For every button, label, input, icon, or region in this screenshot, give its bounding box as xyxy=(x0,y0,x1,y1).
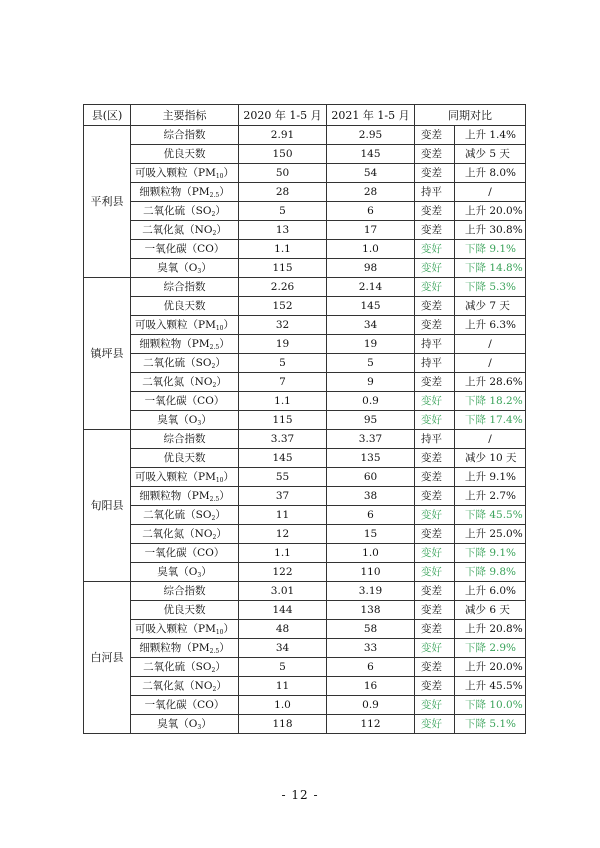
value-2021: 2.14 xyxy=(327,278,415,297)
indicator-name xyxy=(131,411,239,430)
indicator-name xyxy=(131,240,239,259)
trend-status: 变差 xyxy=(415,373,455,392)
table-row xyxy=(84,639,526,658)
value-2021: 60 xyxy=(327,468,415,487)
value-2020: 152 xyxy=(239,297,327,316)
value-2020: 13 xyxy=(239,221,327,240)
header-county: 县(区) xyxy=(84,105,131,126)
trend-status: 变差 xyxy=(415,297,455,316)
indicator-name xyxy=(131,620,239,639)
indicator-label: 二氧化硫（SO xyxy=(143,356,212,369)
value-2021: 34 xyxy=(327,316,415,335)
value-2020: 19 xyxy=(239,335,327,354)
trend-status: 变差 xyxy=(415,202,455,221)
trend-change: 上升 6.3% xyxy=(455,316,526,335)
indicator-subscript: 3 xyxy=(197,267,202,275)
trend-status: 变差 xyxy=(415,601,455,620)
value-2021: 112 xyxy=(327,715,415,734)
indicator-label: 二氧化氮（NO xyxy=(142,527,213,540)
trend-status: 变好 xyxy=(415,278,455,297)
indicator-subscript: 2.5 xyxy=(209,495,220,503)
value-2021: 98 xyxy=(327,259,415,278)
indicator-label: 二氧化硫（SO xyxy=(143,204,212,217)
indicator-name xyxy=(131,354,239,373)
value-2020: 37 xyxy=(239,487,327,506)
trend-change: 上升 45.5% xyxy=(455,677,526,696)
table-row xyxy=(84,259,526,278)
indicator-subscript: 2.5 xyxy=(209,343,220,351)
table-row xyxy=(84,164,526,183)
indicator-name xyxy=(131,582,239,601)
indicator-name xyxy=(131,183,239,202)
indicator-name xyxy=(131,506,239,525)
indicator-label-end: ） xyxy=(223,166,234,179)
indicator-subscript: 2 xyxy=(211,362,216,370)
trend-status: 变好 xyxy=(415,696,455,715)
indicator-label: 可吸入颗粒（PM xyxy=(135,166,216,179)
value-2020: 32 xyxy=(239,316,327,335)
trend-change: 减少 10 天 xyxy=(455,449,526,468)
trend-change: 上升 8.0% xyxy=(455,164,526,183)
value-2021: 110 xyxy=(327,563,415,582)
indicator-label-end: ） xyxy=(219,337,230,350)
indicator-label: 臭氧（O xyxy=(157,717,198,730)
header-indicator: 主要指标 xyxy=(131,105,239,126)
value-2020: 34 xyxy=(239,639,327,658)
value-2020: 115 xyxy=(239,259,327,278)
air-quality-comparison-table xyxy=(83,104,526,734)
header-2020: 2020 年 1-5 月 xyxy=(239,105,327,126)
trend-status: 变差 xyxy=(415,582,455,601)
indicator-label: 细颗粒物（PM xyxy=(139,641,210,654)
value-2021: 6 xyxy=(327,658,415,677)
indicator-name xyxy=(131,430,239,449)
indicator-label: 优良天数 xyxy=(163,147,206,160)
trend-change: 减少 5 天 xyxy=(455,145,526,164)
trend-change: 下降 45.5% xyxy=(455,506,526,525)
indicator-label: 一氧化碳（CO） xyxy=(144,546,225,559)
value-2021: 19 xyxy=(327,335,415,354)
trend-change: / xyxy=(455,183,526,202)
indicator-name xyxy=(131,544,239,563)
indicator-label: 一氧化碳（CO） xyxy=(144,394,225,407)
indicator-label-end: ） xyxy=(215,660,226,673)
value-2020: 2.91 xyxy=(239,126,327,145)
value-2021: 2.95 xyxy=(327,126,415,145)
value-2021: 135 xyxy=(327,449,415,468)
table-row xyxy=(84,373,526,392)
indicator-label: 优良天数 xyxy=(163,451,206,464)
indicator-subscript: 2 xyxy=(212,381,217,389)
trend-status: 变差 xyxy=(415,525,455,544)
indicator-label: 二氧化氮（NO xyxy=(142,679,213,692)
indicator-label: 二氧化氮（NO xyxy=(142,375,213,388)
indicator-subscript: 3 xyxy=(197,571,202,579)
value-2020: 55 xyxy=(239,468,327,487)
county-name: 镇坪县 xyxy=(84,278,131,430)
indicator-name xyxy=(131,487,239,506)
value-2021: 15 xyxy=(327,525,415,544)
trend-status: 变差 xyxy=(415,449,455,468)
value-2021: 3.19 xyxy=(327,582,415,601)
table-row xyxy=(84,677,526,696)
trend-status: 变好 xyxy=(415,563,455,582)
indicator-name xyxy=(131,468,239,487)
indicator-label-end: ） xyxy=(201,261,212,274)
indicator-label-end: ） xyxy=(216,375,227,388)
table-row xyxy=(84,544,526,563)
value-2020: 1.1 xyxy=(239,240,327,259)
indicator-name xyxy=(131,259,239,278)
value-2021: 1.0 xyxy=(327,544,415,563)
indicator-label: 臭氧（O xyxy=(157,565,198,578)
indicator-label: 优良天数 xyxy=(163,299,206,312)
value-2021: 54 xyxy=(327,164,415,183)
trend-change: / xyxy=(455,335,526,354)
trend-status: 变差 xyxy=(415,620,455,639)
indicator-label: 综合指数 xyxy=(163,584,206,597)
value-2020: 115 xyxy=(239,411,327,430)
value-2021: 6 xyxy=(327,506,415,525)
value-2021: 5 xyxy=(327,354,415,373)
indicator-label: 可吸入颗粒（PM xyxy=(135,622,216,635)
indicator-label: 细颗粒物（PM xyxy=(139,489,210,502)
trend-change: 上升 20.0% xyxy=(455,658,526,677)
indicator-label-end: ） xyxy=(219,489,230,502)
indicator-label: 二氧化硫（SO xyxy=(143,660,212,673)
value-2020: 122 xyxy=(239,563,327,582)
indicator-name xyxy=(131,677,239,696)
indicator-label-end: ） xyxy=(216,223,227,236)
indicator-label: 可吸入颗粒（PM xyxy=(135,318,216,331)
table-row xyxy=(84,487,526,506)
value-2020: 7 xyxy=(239,373,327,392)
trend-status: 变差 xyxy=(415,164,455,183)
value-2021: 9 xyxy=(327,373,415,392)
indicator-label: 细颗粒物（PM xyxy=(139,185,210,198)
indicator-name xyxy=(131,601,239,620)
trend-change: / xyxy=(455,354,526,373)
trend-status: 变好 xyxy=(415,715,455,734)
indicator-label-end: ） xyxy=(215,204,226,217)
value-2020: 150 xyxy=(239,145,327,164)
table-row xyxy=(84,696,526,715)
table-row xyxy=(84,126,526,145)
indicator-name xyxy=(131,563,239,582)
trend-status: 变差 xyxy=(415,487,455,506)
table-row xyxy=(84,468,526,487)
trend-status: 变好 xyxy=(415,392,455,411)
trend-change: 上升 2.7% xyxy=(455,487,526,506)
table-row xyxy=(84,183,526,202)
indicator-subscript: 2 xyxy=(212,533,217,541)
table-row xyxy=(84,392,526,411)
table-row xyxy=(84,202,526,221)
indicator-name xyxy=(131,335,239,354)
indicator-name xyxy=(131,126,239,145)
trend-change: 下降 18.2% xyxy=(455,392,526,411)
value-2020: 3.01 xyxy=(239,582,327,601)
indicator-name xyxy=(131,696,239,715)
indicator-label-end: ） xyxy=(215,356,226,369)
value-2021: 0.9 xyxy=(327,696,415,715)
trend-change: 上升 20.0% xyxy=(455,202,526,221)
trend-change: 上升 20.8% xyxy=(455,620,526,639)
indicator-subscript: 10 xyxy=(215,324,224,332)
table-row xyxy=(84,316,526,335)
indicator-label: 臭氧（O xyxy=(157,413,198,426)
trend-change: 下降 10.0% xyxy=(455,696,526,715)
table-row xyxy=(84,240,526,259)
header-2021: 2021 年 1-5 月 xyxy=(327,105,415,126)
indicator-label-end: ） xyxy=(216,527,227,540)
table-row xyxy=(84,411,526,430)
indicator-name xyxy=(131,392,239,411)
value-2020: 5 xyxy=(239,658,327,677)
table-row xyxy=(84,525,526,544)
value-2021: 28 xyxy=(327,183,415,202)
value-2021: 17 xyxy=(327,221,415,240)
indicator-subscript: 2 xyxy=(212,229,217,237)
value-2020: 1.1 xyxy=(239,392,327,411)
value-2021: 0.9 xyxy=(327,392,415,411)
indicator-label: 细颗粒物（PM xyxy=(139,337,210,350)
indicator-label: 臭氧（O xyxy=(157,261,198,274)
table-row xyxy=(84,278,526,297)
trend-change: 上升 30.8% xyxy=(455,221,526,240)
trend-status: 持平 xyxy=(415,430,455,449)
table-row xyxy=(84,658,526,677)
trend-status: 持平 xyxy=(415,354,455,373)
county-name: 旬阳县 xyxy=(84,430,131,582)
indicator-label-end: ） xyxy=(223,318,234,331)
indicator-name xyxy=(131,145,239,164)
indicator-label-end: ） xyxy=(201,413,212,426)
value-2021: 58 xyxy=(327,620,415,639)
indicator-name xyxy=(131,202,239,221)
value-2020: 48 xyxy=(239,620,327,639)
value-2020: 11 xyxy=(239,677,327,696)
indicator-subscript: 3 xyxy=(197,419,202,427)
trend-status: 变差 xyxy=(415,145,455,164)
trend-change: 减少 6 天 xyxy=(455,601,526,620)
indicator-label-end: ） xyxy=(219,641,230,654)
indicator-subscript: 2.5 xyxy=(209,647,220,655)
value-2021: 3.37 xyxy=(327,430,415,449)
trend-change: 下降 2.9% xyxy=(455,639,526,658)
trend-change: / xyxy=(455,430,526,449)
value-2021: 6 xyxy=(327,202,415,221)
indicator-subscript: 10 xyxy=(215,476,224,484)
value-2020: 50 xyxy=(239,164,327,183)
trend-change: 下降 9.1% xyxy=(455,544,526,563)
indicator-name xyxy=(131,164,239,183)
trend-change: 减少 7 天 xyxy=(455,297,526,316)
table-row xyxy=(84,715,526,734)
trend-status: 变好 xyxy=(415,259,455,278)
indicator-subscript: 2 xyxy=(212,685,217,693)
trend-change: 上升 1.4% xyxy=(455,126,526,145)
trend-status: 变好 xyxy=(415,639,455,658)
table-row xyxy=(84,620,526,639)
value-2020: 144 xyxy=(239,601,327,620)
value-2020: 1.1 xyxy=(239,544,327,563)
indicator-label: 二氧化氮（NO xyxy=(142,223,213,236)
table-row xyxy=(84,430,526,449)
indicator-name xyxy=(131,658,239,677)
indicator-subscript: 10 xyxy=(215,172,224,180)
indicator-label-end: ） xyxy=(201,565,212,578)
indicator-subscript: 2 xyxy=(211,514,216,522)
table-row xyxy=(84,221,526,240)
indicator-label: 二氧化硫（SO xyxy=(143,508,212,521)
county-name: 平利县 xyxy=(84,126,131,278)
table-row xyxy=(84,297,526,316)
indicator-name xyxy=(131,449,239,468)
trend-change: 上升 6.0% xyxy=(455,582,526,601)
table-row xyxy=(84,354,526,373)
indicator-subscript: 3 xyxy=(197,723,202,731)
trend-status: 变差 xyxy=(415,658,455,677)
trend-change: 下降 9.1% xyxy=(455,240,526,259)
value-2021: 138 xyxy=(327,601,415,620)
value-2021: 16 xyxy=(327,677,415,696)
trend-status: 持平 xyxy=(415,335,455,354)
table-row xyxy=(84,335,526,354)
indicator-name xyxy=(131,373,239,392)
indicator-label-end: ） xyxy=(219,185,230,198)
county-name: 白河县 xyxy=(84,582,131,734)
table-header-row xyxy=(84,105,526,126)
indicator-label-end: ） xyxy=(216,679,227,692)
table-row xyxy=(84,601,526,620)
value-2020: 11 xyxy=(239,506,327,525)
value-2021: 38 xyxy=(327,487,415,506)
value-2020: 145 xyxy=(239,449,327,468)
value-2020: 3.37 xyxy=(239,430,327,449)
indicator-label: 一氧化碳（CO） xyxy=(144,698,225,711)
trend-status: 变差 xyxy=(415,126,455,145)
trend-status: 变好 xyxy=(415,506,455,525)
trend-status: 变差 xyxy=(415,677,455,696)
value-2020: 5 xyxy=(239,202,327,221)
trend-status: 变差 xyxy=(415,468,455,487)
indicator-name xyxy=(131,297,239,316)
trend-change: 下降 14.8% xyxy=(455,259,526,278)
table-row xyxy=(84,449,526,468)
indicator-label: 优良天数 xyxy=(163,603,206,616)
indicator-name xyxy=(131,525,239,544)
trend-change: 上升 9.1% xyxy=(455,468,526,487)
indicator-subscript: 2 xyxy=(211,210,216,218)
trend-change: 下降 17.4% xyxy=(455,411,526,430)
value-2020: 118 xyxy=(239,715,327,734)
indicator-label: 可吸入颗粒（PM xyxy=(135,470,216,483)
value-2020: 5 xyxy=(239,354,327,373)
trend-change: 下降 5.1% xyxy=(455,715,526,734)
table-row xyxy=(84,563,526,582)
value-2020: 2.26 xyxy=(239,278,327,297)
indicator-name xyxy=(131,278,239,297)
indicator-label: 综合指数 xyxy=(163,128,206,141)
trend-status: 变好 xyxy=(415,411,455,430)
header-comparison: 同期对比 xyxy=(415,105,526,126)
indicator-name xyxy=(131,316,239,335)
indicator-label-end: ） xyxy=(223,470,234,483)
indicator-subscript: 2.5 xyxy=(209,191,220,199)
indicator-name xyxy=(131,221,239,240)
indicator-label-end: ） xyxy=(201,717,212,730)
trend-status: 变好 xyxy=(415,544,455,563)
table-row xyxy=(84,506,526,525)
indicator-label-end: ） xyxy=(223,622,234,635)
indicator-name xyxy=(131,715,239,734)
trend-status: 变差 xyxy=(415,221,455,240)
indicator-label: 一氧化碳（CO） xyxy=(144,242,225,255)
trend-status: 变好 xyxy=(415,240,455,259)
trend-status: 持平 xyxy=(415,183,455,202)
value-2021: 33 xyxy=(327,639,415,658)
indicator-name xyxy=(131,639,239,658)
indicator-subscript: 10 xyxy=(215,628,224,636)
value-2020: 1.0 xyxy=(239,696,327,715)
table-row xyxy=(84,145,526,164)
indicator-subscript: 2 xyxy=(211,666,216,674)
value-2020: 28 xyxy=(239,183,327,202)
value-2021: 1.0 xyxy=(327,240,415,259)
value-2021: 145 xyxy=(327,297,415,316)
indicator-label-end: ） xyxy=(215,508,226,521)
trend-change: 上升 28.6% xyxy=(455,373,526,392)
indicator-label: 综合指数 xyxy=(163,280,206,293)
trend-change: 下降 5.3% xyxy=(455,278,526,297)
page-number: - 12 - xyxy=(281,788,319,802)
trend-change: 上升 25.0% xyxy=(455,525,526,544)
value-2021: 145 xyxy=(327,145,415,164)
table-body xyxy=(84,126,526,734)
trend-change: 下降 9.8% xyxy=(455,563,526,582)
indicator-label: 综合指数 xyxy=(163,432,206,445)
value-2021: 95 xyxy=(327,411,415,430)
value-2020: 12 xyxy=(239,525,327,544)
table-row xyxy=(84,582,526,601)
trend-status: 变差 xyxy=(415,316,455,335)
